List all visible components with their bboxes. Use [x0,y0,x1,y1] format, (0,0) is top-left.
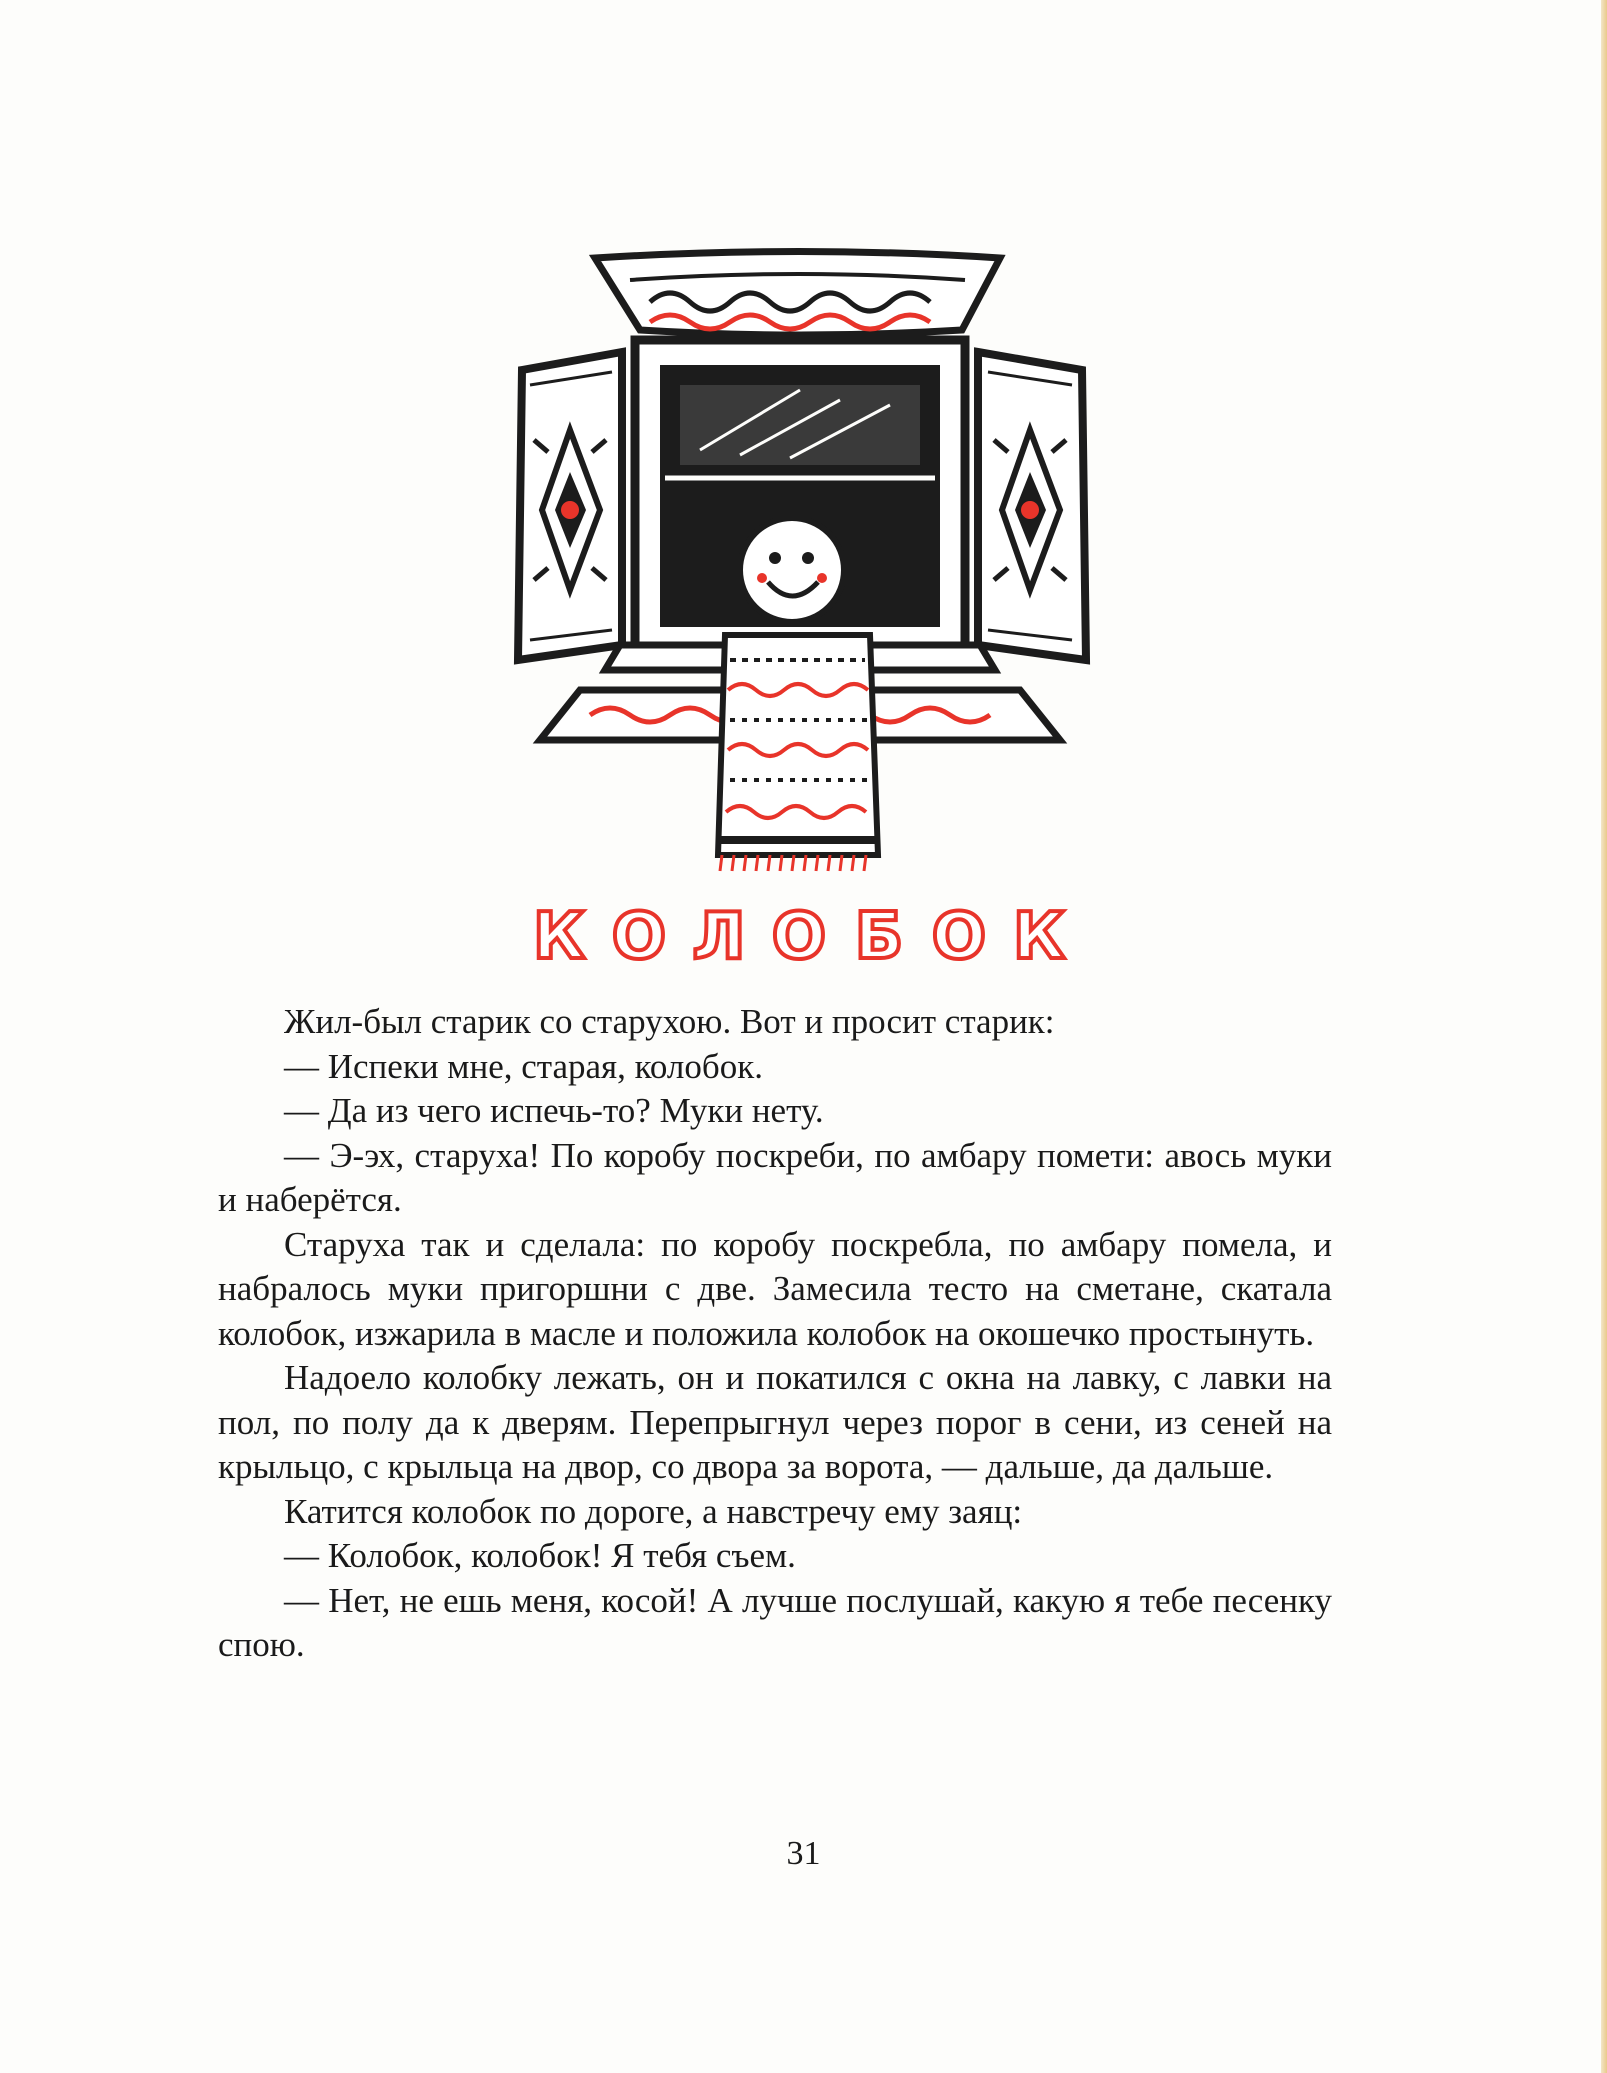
page-edge [1601,0,1607,2073]
title-letter: Л [691,900,746,974]
page-title [0,890,1607,980]
story-paragraph: Жил-был старик со старухою. Вот и просит старик: [284,1002,1055,1041]
story-paragraph: — Нет, не ешь меня, косой! А лучше послушай, какую я тебе песенку спою. [218,1580,1332,1664]
title-lettering [524,890,1084,980]
story-paragraph: — Испеки мне, старая, колобок. [284,1046,763,1086]
kolobok-window-illustration [500,240,1100,880]
story-paragraph: Старуха так и сделала: по коробу поскребла, по амбару помела, и набралось муки пригоршни с две. Замесила тесто на сметане, скатала колобок, изжарила в масле и положила колобок на окошечко простынуть. [218,1224,1332,1353]
page-number: 31 [786,1835,821,1872]
story-paragraph: — Колобок, колобок! Я тебя съем. [284,1536,796,1575]
story-text [218,1000,1332,1668]
kolobok-window-icon [500,240,1100,880]
story-paragraph: Надоело колобку лежать, он и покатился с окна на лавку, с лавки на пол, по полу да к дверям. Перепрыгнул через порог в сени, из сеней на крыльцо, с крыльца на двор, со двора за ворота, — дальше, да дальше. [218,1358,1332,1486]
title-letter: О [611,900,666,974]
story-paragraph: Катится колобок по дороге, а навстречу ему заяц: [284,1491,1023,1531]
title-letter: К [532,900,585,974]
title-letter: Б [854,900,903,974]
title-letter: К [1012,900,1065,974]
story-paragraph: — Э-эх, старуха! По коробу поскреби, по амбару помети: авось муки и наберётся. [218,1135,1332,1219]
title-letter: О [931,900,986,974]
story-paragraph: — Да из чего испечь-то? Муки нету. [284,1091,824,1130]
title-letter: О [771,900,826,974]
